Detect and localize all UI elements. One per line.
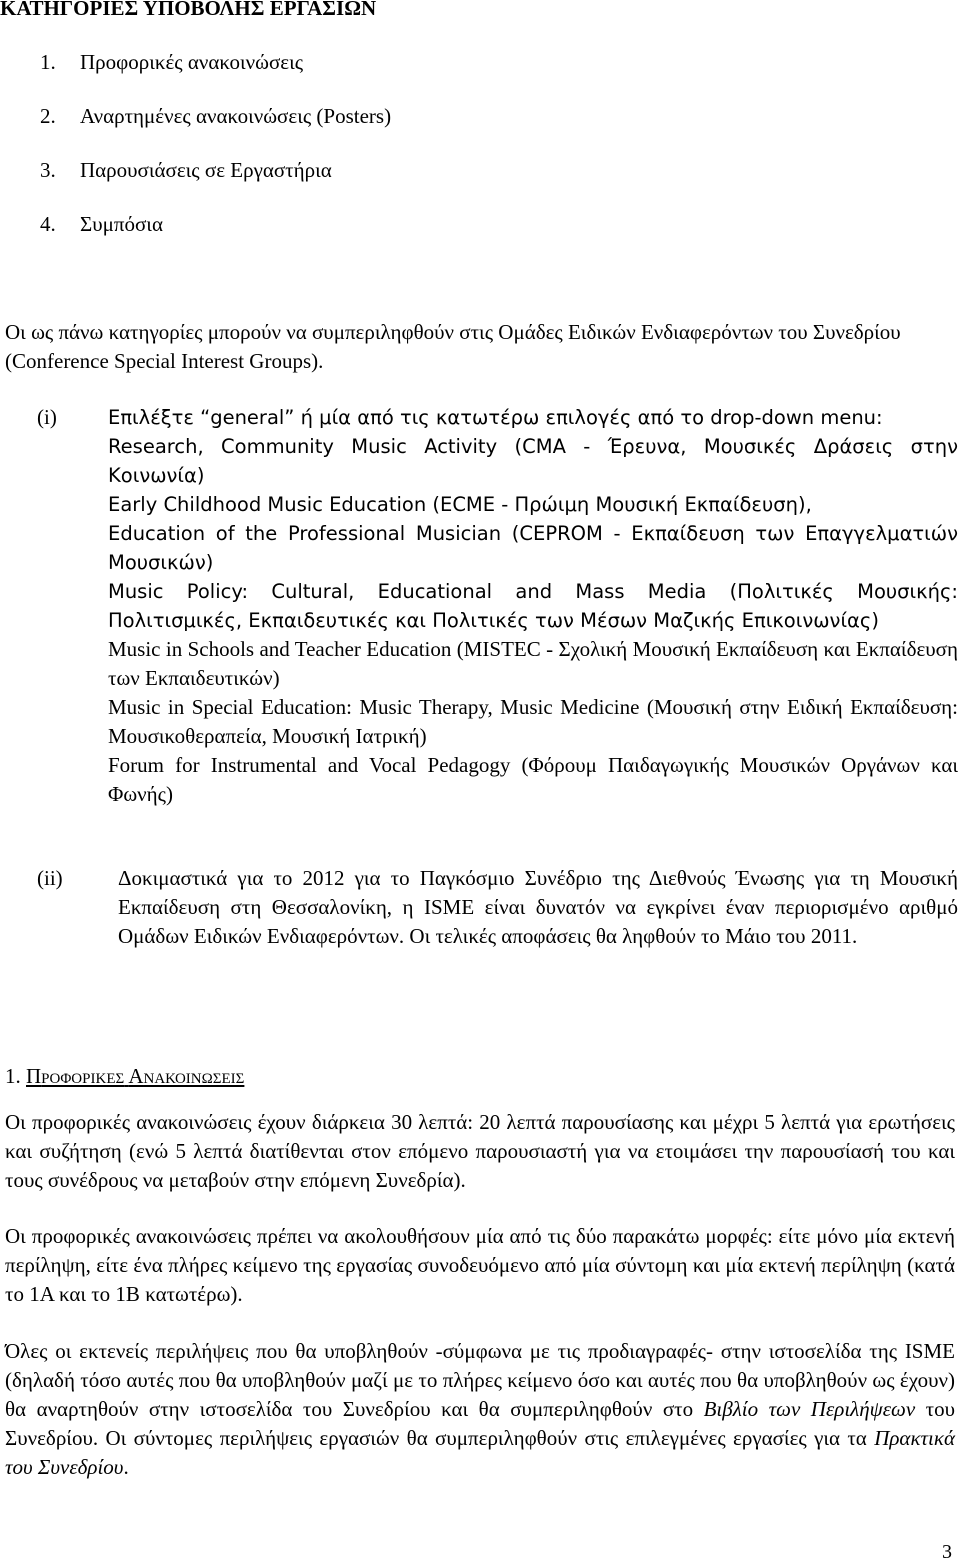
section-paragraph-3: Όλες οι εκτενείς περιλήψεις που θα υποβληθούν -σύμφωνα με τις προδιαγραφές- στην ιστοσελίδα της ISME (δηλαδή τόσο αυτές που θα υποβληθούν μαζί με το πλήρες κείμενο όσο και αυτές που θα υποβληθούν ως έχουν) θα αναρτηθούν στην ιστοσελίδα του Συνεδρίου και θα συμπεριληφθούν στο Βιβλίο των Περιλήψεων του Συνεδρίου. Οι σύντομες περιλήψεις εργασιών θα συμπεριληφθούν στις επιλεγμένες εργασίες για τα Πρακτικά του Συνεδρίου.: [5, 1339, 955, 1479]
list-number: 3.: [40, 158, 56, 182]
section-heading: [5, 1062, 244, 1094]
section-paragraph-2: Οι προφορικές ανακοινώσεις πρέπει να ακολουθήσουν μία από τις δύο παρακάτω μορφές: είτε μόνο μία εκτενή περίληψη, είτε ένα πλήρες κείμενο της εργασίας συνοδευόμενο από μία σύντομη και μία εκτενή περίληψη (κατά το 1Α και το 1Β κατωτέρω).: [5, 1224, 955, 1306]
item-i-lead: Επιλέξτε “general” ή μία από τις κατωτέρω επιλογές από το drop-down menu:: [108, 406, 883, 429]
option-ecme: Early Childhood Music Education (ECME - Πρώιμη Μουσική Εκπαίδευση),: [108, 493, 812, 516]
option-music-policy: Music Policy: Cultural, Educational and Mass Media (Πολιτικές Μουσικής: Πολιτισμικές, Εκπαιδευτικές και Πολιτικές των Μέσων Μαζικής Επικοινωνίας): [108, 580, 958, 632]
option-special-education: Music in Special Education: Music Therapy, Music Medicine (Μουσική στην Ειδική Εκπαίδευση: Μουσικοθεραπεία, Μουσική Ιατρική): [108, 695, 958, 748]
option-forum: Forum for Instrumental and Vocal Pedagogy (Φόρουμ Παιδαγωγικής Μουσικών Οργάνων και Φωνής): [108, 753, 958, 806]
section-number: 1.: [5, 1064, 21, 1088]
page-number: 3: [942, 1541, 952, 1563]
list-label: Προφορικές ανακοινώσεις: [80, 50, 304, 74]
list-label: Αναρτημένες ανακοινώσεις (Posters): [80, 104, 392, 128]
list-number: 1.: [40, 50, 56, 74]
list-number: 2.: [40, 104, 56, 128]
item-i-label: (i): [37, 405, 57, 429]
page-title: ΚΑΤΗΓΟΡΙΕΣ ΥΠΟΒΟΛΗΣ ΕΡΓΑΣΙΩΝ: [0, 0, 377, 20]
proceedings-title: Πρακτικά του Συνεδρίου: [5, 1426, 955, 1479]
option-mistec: Music in Schools and Teacher Education (MISTEC - Σχολική Μουσική Εκπαίδευση και Εκπαίδευση των Εκπαιδευτικών): [108, 637, 958, 690]
list-number: 4.: [40, 212, 56, 236]
item-i-block: [108, 403, 958, 809]
item-ii-text: Δοκιμαστικά για το 2012 για το Παγκόσμιο Συνέδριο της Διεθνούς Ένωσης για τη Μουσική Εκπαίδευση στη Θεσσαλονίκη, η ISME είναι δυνατόν να εγκρίνει έναν περιορισμένο αριθμό Ομάδων Ειδικών Ενδιαφερόντων. Οι τελικές αποφάσεις θα ληφθούν το Μάιο του 2011.: [118, 866, 958, 948]
list-label: Συμπόσια: [80, 212, 163, 236]
section-paragraph-1: Οι προφορικές ανακοινώσεις έχουν διάρκεια 30 λεπτά: 20 λεπτά παρουσίασης και μέχρι 5 λεπτά για ερωτήσεις και συζήτηση (ενώ 5 λεπτά διατίθενται στον επόμενο παρουσιαστή για να ετοιμάσει την παρουσίασή του και τους συνέδρους να μεταβούν στην επόμενη Συνεδρία).: [5, 1110, 955, 1192]
intro-paragraph: Οι ως πάνω κατηγορίες μπορούν να συμπεριληφθούν στις Ομάδες Ειδικών Ενδιαφερόντων του Συνεδρίου (Conference Special Interest Groups).: [5, 320, 901, 373]
option-ceprom: Education of the Professional Musician (CEPROM - Εκπαίδευση των Επαγγελματιών Μουσικών): [108, 522, 958, 574]
list-label: Παρουσιάσεις σε Εργαστήρια: [80, 158, 332, 182]
item-ii-label: (ii): [37, 866, 63, 890]
option-research: Research, Community Music Activity (CMA - Έρευνα, Μουσικές Δράσεις στην Κοινωνία): [108, 435, 958, 487]
section-title: ΠΡΟΦΟΡΙΚΕΣ ΑΝΑΚΟΙΝΩΣΕΙΣ: [26, 1064, 245, 1088]
book-of-abstracts-title: Βιβλίο των Περιλήψεων: [703, 1397, 916, 1421]
